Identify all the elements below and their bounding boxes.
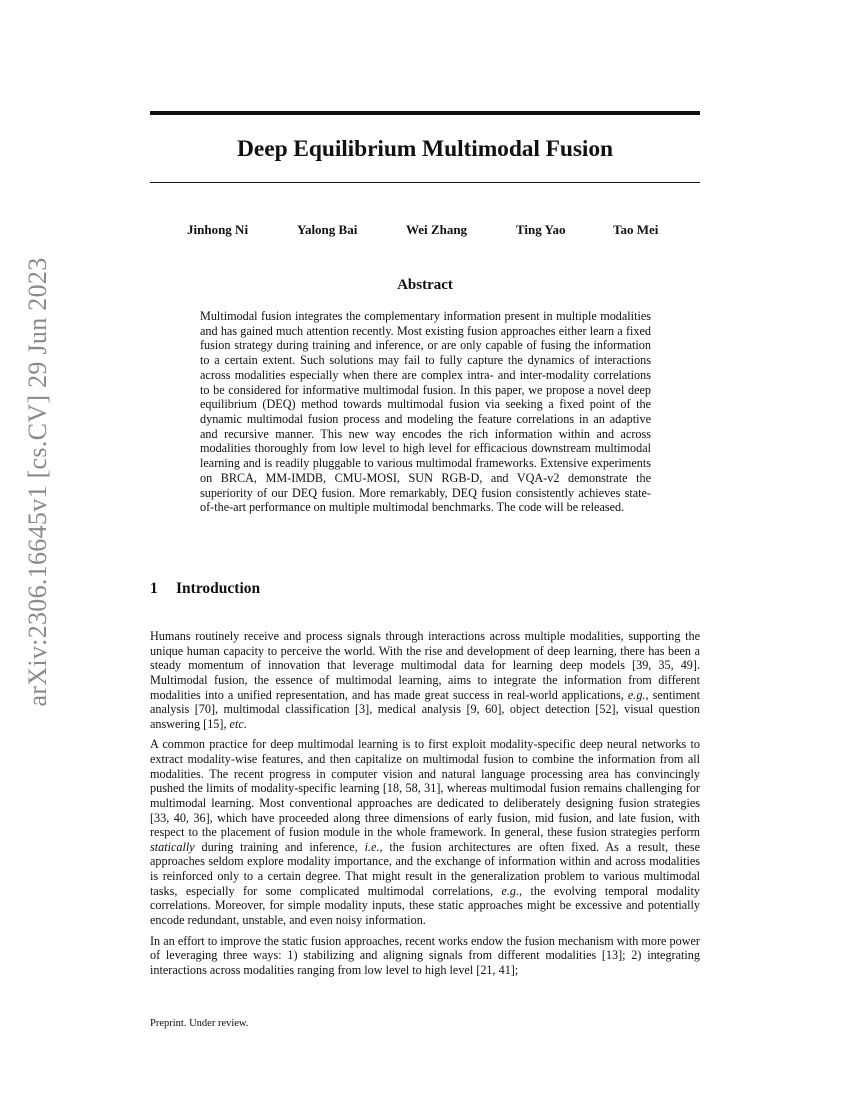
text-run: during training and inference, [194, 839, 365, 854]
text-run: Humans routinely receive and process signals through interactions across multiple modalities, supporting the unique human capacity to perceive the world. With the rise and development of deep learning, there has been a steady momentum of innovation that leverage multimodal data for learning deep models [39, 35, 49]. Multimodal fusion, the essence of multimodal learning, aims to integrate the information from different modalities into a unified representation, and has made great success in real-world applications, [150, 629, 700, 702]
paragraph [150, 737, 700, 927]
author-name: Tao Mei [613, 222, 659, 237]
preprint-footer: Preprint. Under review. [150, 1018, 249, 1029]
title-bottom-rule [150, 182, 700, 183]
text-run: , the fusion architectures are often fixed. As a result, these approaches seldom explore modality importance, and the exchange of information within and across modalities is reinforced only to a certain degree. That might result in the generalization problem to various multimodal tasks, especially for some complicated multimodal correlations, [150, 839, 700, 898]
paper-title: Deep Equilibrium Multimodal Fusion [237, 136, 613, 162]
section-heading [150, 580, 260, 598]
author-name: Wei Zhang [406, 222, 468, 237]
text-run: . [243, 716, 247, 731]
italic-run: statically [150, 839, 195, 854]
author-name: Ting Yao [516, 222, 566, 237]
italic-run: i.e. [364, 839, 380, 854]
text-run: , the evolving temporal modality correlations. Moreover, for simple modality inputs, these static approaches might be excessive and potentially encode redundant, unstable, and even noisy information. [150, 883, 701, 927]
abstract-text: Multimodal fusion integrates the complementary information present in multiple modalities and has gained much attention recently. Most existing fusion approaches either learn a fixed fusion strategy during training and inference, or are only capable of fusing the information to a certain extent. Such solutions may fail to fully capture the dynamics of interactions across modalities especially when there are complex intra- and inter-modality correlations to be considered for informative multimodal fusion. In this paper, we propose a novel deep equilibrium (DEQ) method towards multimodal fusion via seeking a fixed point of the dynamic multimodal fusion process and modeling the feature correlations in an adaptive and recursive manner. This new way encodes the rich information within and across modalities thoroughly from low level to high level for efficacious downstream multimodal learning and is readily pluggable to various multimodal frameworks. Extensive experiments on BRCA, MM-IMDB, CMU-MOSI, SUN RGB-D, and VQA-v2 demonstrate the superiority of our DEQ fusion. More remarkably, DEQ fusion consistently achieves state-of-the-art performance on multiple multimodal benchmarks. The code will be released. [200, 309, 651, 515]
italic-run: e.g. [501, 883, 520, 898]
arxiv-identifier: arXiv:2306.16645v1 [cs.CV] 29 Jun 2023 [23, 257, 52, 707]
section-number: 1 [150, 580, 158, 597]
title-top-rule [150, 111, 700, 115]
paragraph: In an effort to improve the static fusion approaches, recent works endow the fusion mechanism with more power of leveraging three ways: 1) stabilizing and aligning signals from different modalities [13]; 2) integrating interactions across modalities ranging from low level to high level [21, 41]; [150, 933, 700, 977]
author-name: Jinhong Ni [187, 222, 249, 237]
text-run: , sentiment analysis [70], multimodal classification [3], medical analysis [9, 60], object detection [52], visual question answering [15], [150, 687, 700, 731]
introduction-body [150, 629, 700, 983]
abstract-heading: Abstract [397, 277, 453, 293]
italic-run: e.g. [627, 687, 646, 702]
section-title: Introduction [176, 580, 261, 597]
paragraph [150, 629, 700, 731]
italic-run: etc [229, 716, 244, 731]
text-run: A common practice for deep multimodal learning is to first exploit modality-specific deep neural networks to extract modality-wise features, and then capitalize on multimodal fusion to combine the information from all modalities. The recent progress in computer vision and natural language processing area has convincingly pushed the limits of modality-specific learning [18, 58, 31], whereas multimodal fusion remains challenging for multimodal learning. Most conventional approaches are dedicated to deliberately designing fusion strategies [33, 40, 36], which have proceeded along three dimensions of early fusion, mid fusion, and late fusion, with respect to the placement of fusion module in the whole framework. In general, these fusion strategies perform [150, 737, 700, 840]
author-name: Yalong Bai [297, 222, 358, 237]
